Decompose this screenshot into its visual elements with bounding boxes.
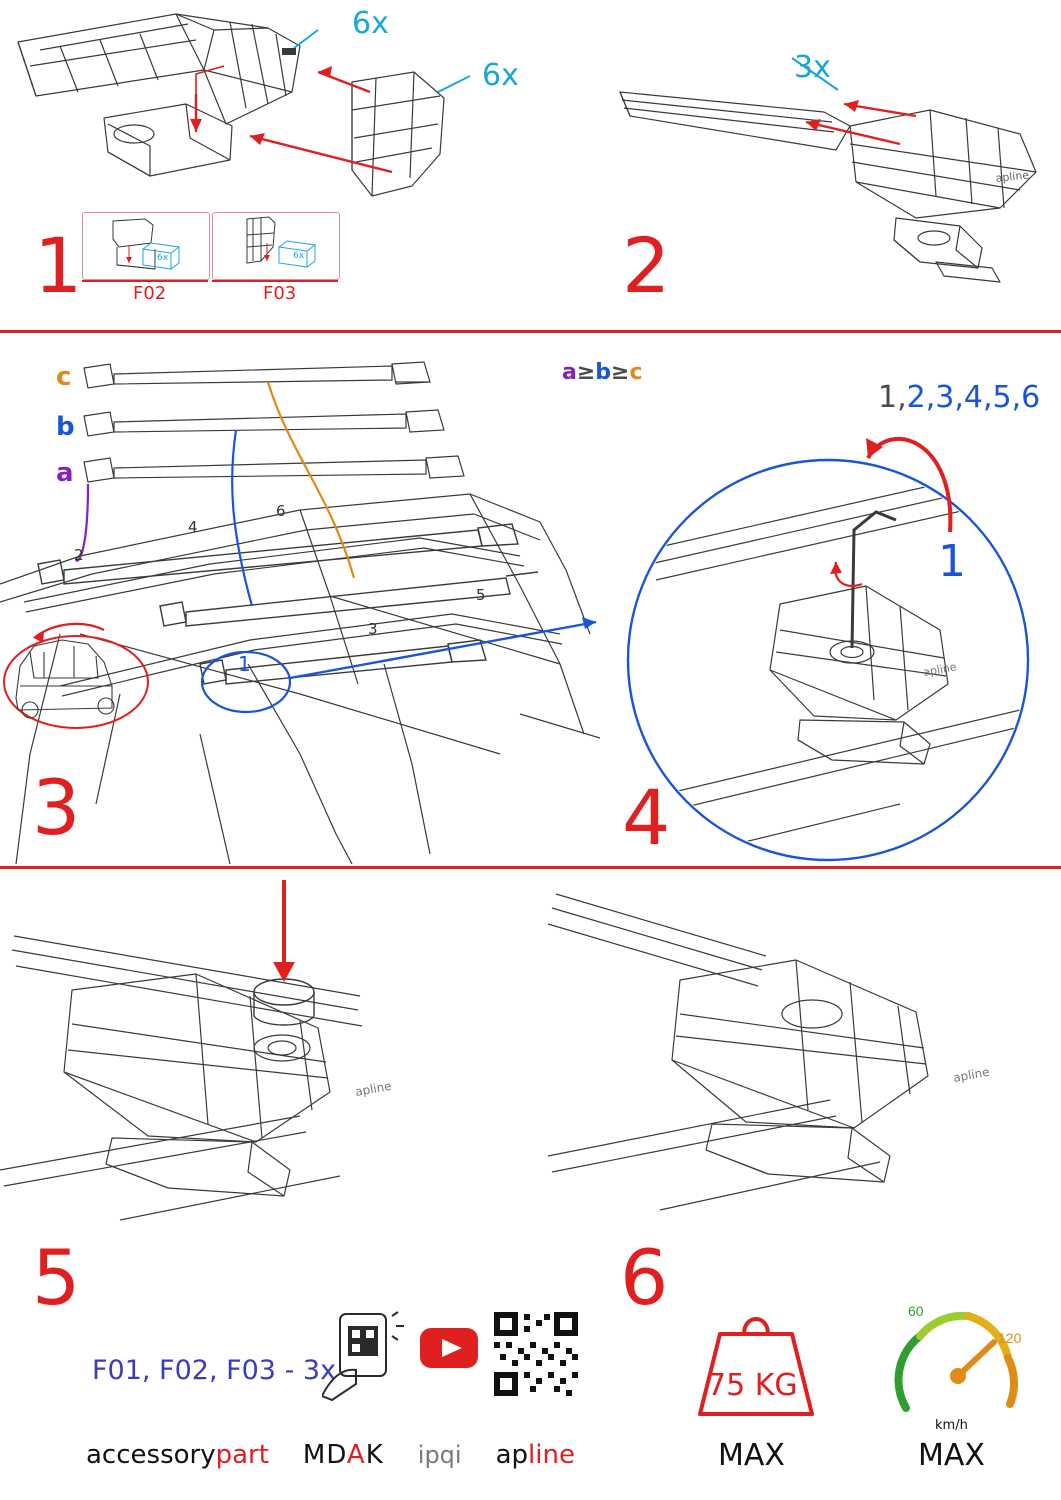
step-6-illustration <box>530 870 1061 1240</box>
step-number-5: 5 <box>32 1233 79 1322</box>
inset-f03 <box>212 212 340 280</box>
detail-step-one: 1 <box>938 536 966 587</box>
sequence-first: 1, <box>878 380 907 415</box>
rule-ge-2: ≥ <box>611 360 630 385</box>
brand-mdak-suffix: K <box>365 1440 384 1470</box>
tightening-sequence <box>878 380 1040 415</box>
bar-letter-b: b <box>56 412 75 442</box>
max-speed-label: MAX <box>918 1438 985 1473</box>
parts-list-label: F01, F02, F03 - 3x <box>92 1355 337 1386</box>
rule-a: a <box>562 360 577 385</box>
sequence-rest: 2,3,4,5,6 <box>906 380 1041 415</box>
brand-apline <box>496 1440 575 1470</box>
step-number-1: 1 <box>34 221 81 310</box>
position-marker-5: 5 <box>476 586 486 604</box>
quantity-3x: 3x <box>794 50 831 85</box>
step-number-2: 2 <box>622 221 669 310</box>
position-marker-4: 4 <box>188 518 198 536</box>
inset-f02 <box>82 212 210 280</box>
brand-mdak <box>303 1440 384 1470</box>
max-weight-label: MAX <box>718 1438 785 1473</box>
step-number-4: 4 <box>622 773 669 862</box>
part-label-f02: F02 <box>133 283 167 304</box>
section-divider-1 <box>0 330 1061 333</box>
brand-apline-prefix: ap <box>495 1440 529 1470</box>
quantity-6x-top: 6x <box>352 6 389 41</box>
brand-accessorypart-prefix: accessory <box>86 1440 216 1470</box>
speed-tick-120: 120 <box>998 1330 1022 1346</box>
qr-code-icon <box>494 1312 578 1396</box>
brand-mdak-prefix: MD <box>302 1440 347 1470</box>
brand-ipqi-text: ipqi <box>417 1441 462 1469</box>
youtube-icon <box>420 1328 478 1368</box>
position-marker-1: 1 <box>238 652 251 676</box>
rule-c: c <box>629 360 643 385</box>
step-3-illustration <box>0 334 600 864</box>
quantity-6x-second: 6x <box>482 58 519 93</box>
step-number-3: 3 <box>32 763 79 852</box>
inset-f02-underline <box>82 280 208 282</box>
logo-mark <box>282 48 296 55</box>
phone-scan-icon <box>322 1312 404 1400</box>
rule-ge-1: ≥ <box>576 360 596 385</box>
step-number-6: 6 <box>620 1233 667 1322</box>
brand-ipqi <box>418 1441 462 1469</box>
scan-icons-group <box>322 1310 582 1402</box>
rule-b: b <box>595 360 612 385</box>
step-5-illustration <box>0 870 530 1240</box>
section-divider-2 <box>0 866 1061 869</box>
part-label-f03: F03 <box>263 283 297 304</box>
speed-tick-60: 60 <box>908 1303 924 1319</box>
inset-f03-underline <box>212 280 338 282</box>
max-weight-value: 75 KG <box>707 1368 798 1403</box>
bar-letter-a: a <box>56 458 74 488</box>
max-weight-icon <box>686 1296 826 1424</box>
svg-text:apline: apline <box>994 168 1030 185</box>
brand-accessorypart <box>86 1440 269 1470</box>
brand-row <box>86 1440 575 1470</box>
bar-letter-c: c <box>56 362 72 392</box>
position-marker-6: 6 <box>276 502 286 520</box>
svg-text:apline: apline <box>922 660 958 679</box>
speed-unit-label: km/h <box>935 1418 968 1433</box>
svg-text:6x: 6x <box>157 253 169 263</box>
brand-accessorypart-accent: part <box>215 1440 269 1470</box>
position-marker-3: 3 <box>368 620 378 638</box>
brand-apline-accent: line <box>528 1440 575 1470</box>
svg-text:6x: 6x <box>293 251 305 261</box>
svg-text:apline: apline <box>952 1064 991 1085</box>
position-marker-2: 2 <box>74 546 84 564</box>
svg-text:apline: apline <box>354 1078 393 1099</box>
brand-mdak-accent: A <box>346 1440 366 1470</box>
step-4-illustration <box>600 380 1061 866</box>
